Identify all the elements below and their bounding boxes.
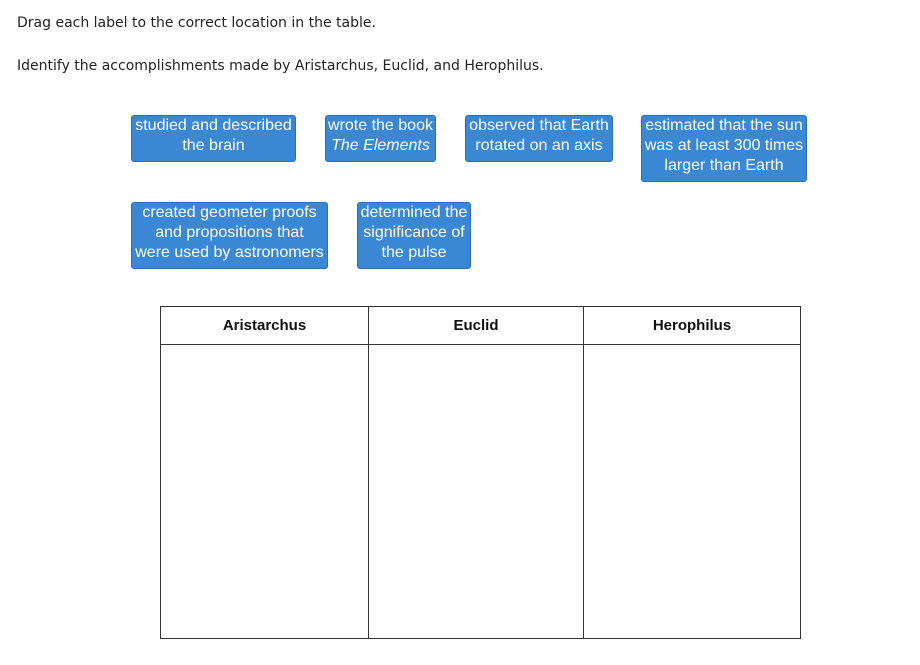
label-line: the pulse [381,244,447,261]
drag-label-wrote-elements[interactable] [325,115,436,162]
label-line: observed that Earth [469,117,609,134]
label-line: the brain [182,137,245,154]
label-line: studied and described [135,117,292,134]
label-line-book-title: The Elements [331,137,430,154]
label-line: and propositions that [155,224,304,241]
instruction-drag: Drag each label to the correct location in the table. [17,15,376,31]
label-line: was at least 300 times [644,137,804,154]
column-header-herophilus: Herophilus [584,307,801,345]
label-line: created geometer proofs [142,204,317,221]
label-line: determined the [360,204,468,221]
drop-zone-herophilus[interactable] [584,345,801,639]
label-line: wrote the book [328,117,433,134]
label-line: rotated on an axis [475,137,603,154]
drop-zone-aristarchus[interactable] [161,345,369,639]
label-line: estimated that the sun [645,117,803,134]
drag-label-earth-axis[interactable] [465,115,613,162]
answer-table [160,306,801,639]
drag-label-studied-brain[interactable] [131,115,296,162]
column-header-aristarchus: Aristarchus [161,307,369,345]
label-line: were used by astronomers [135,244,324,261]
drag-label-sun-size[interactable] [641,115,807,182]
label-line: larger than Earth [664,157,784,174]
column-header-euclid: Euclid [369,307,584,345]
drag-label-pulse[interactable] [357,202,471,269]
label-line: significance of [363,224,465,241]
drag-label-geometry-proofs[interactable] [131,202,328,269]
instruction-identify: Identify the accomplishments made by Aristarchus, Euclid, and Herophilus. [17,58,544,74]
drop-zone-euclid[interactable] [369,345,584,639]
